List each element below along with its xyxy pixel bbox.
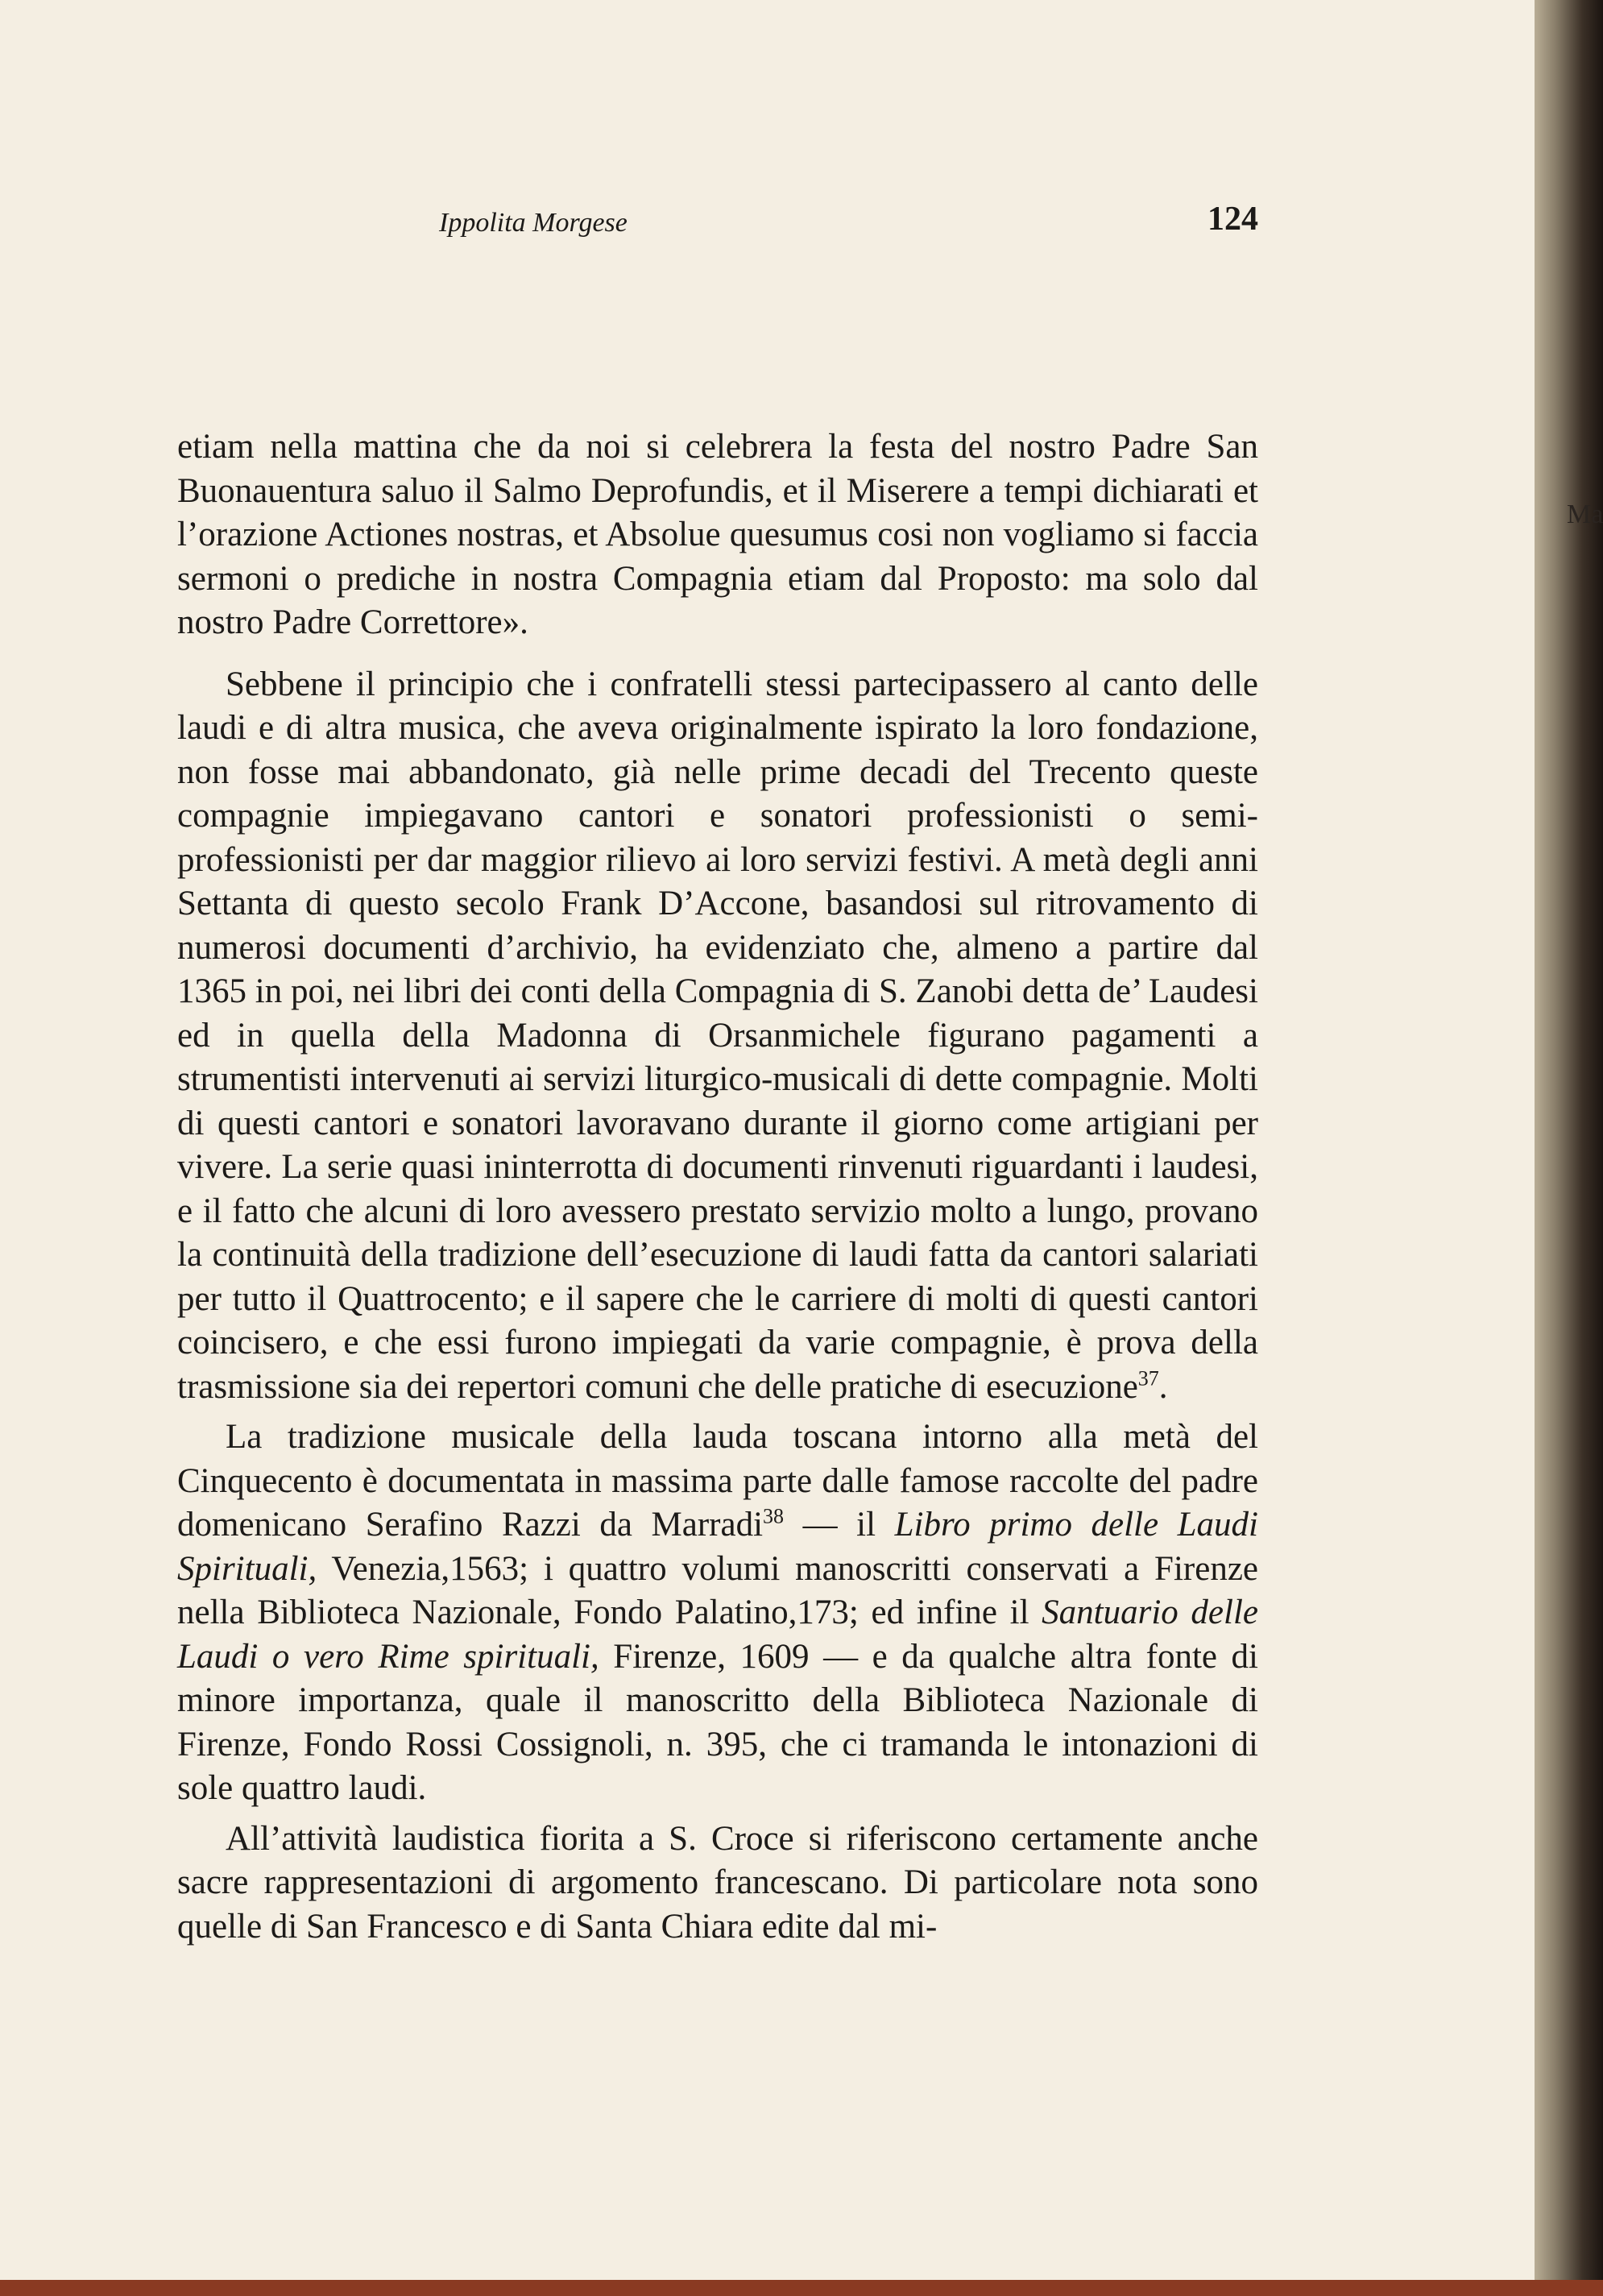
paragraph-text: Venezia,1563; i quattro volumi manoscritti conservati a Firenze nella Biblioteca Nazionale, Fondo Palatino,173; ed infine il [177,1549,1258,1631]
page-number: 124 [1207,201,1258,238]
footnote-ref: 37 [1137,1366,1159,1390]
body-text [177,425,1258,1949]
book-cover-strip [0,2280,1603,2296]
paragraph-text: Firenze, 1609 — e da qualche altra fonte di minore importanza, quale il manoscritto della Biblioteca Nazionale di Firenze, Fondo Rossi Cossignoli, n. 395, che ci tramanda le intonazioni di sole quattro laudi. [177,1637,1258,1807]
page-header [177,200,1258,248]
paragraph-text: Sebbene il principio che i confratelli stessi partecipassero al canto delle laudi e di altra musica, che aveva originalmente ispirato la loro fondazione, non fosse mai abbandonato, già nelle prime decadi del Trecento queste compagnie impiegavano cantori e sonatori professionisti o semi-professionisti per dar maggior rilievo ai loro servizi festivi. A metà degli anni Settanta di questo secolo Frank D’Accone, basandosi sul ritrovamento di numerosi documenti d’archivio, ha evidenziato che, almeno a partire dal 1365 in poi, nei libri dei conti della Compagnia di S. Zanobi detta de’ Laudesi ed in quella della Madonna di Orsanmichele figurano pagamenti a strumentisti intervenuti ai servizi liturgico-musicali di dette compagnie. Molti di questi cantori e sonatori lavoravano durante il giorno come artigiani per vivere. La serie quasi ininterrotta di documenti rinvenuti riguardanti i laudesi, e il fatto che alcuni di loro avessero prestato servizio molto a lungo, provano la continuità della tradizione dell’esecuzione di laudi fatta da cantori salariati per tutto il Quattrocento; e il sapere che le carriere di molti di questi cantori coincisero, e che essi furono impiegati da varie compagnie, è prova della trasmissione sia dei repertori comuni che delle pratiche di esecuzione [177,665,1258,1406]
facing-page-edge [1535,0,1603,2296]
paragraph-text: La tradizione musicale della lauda toscana intorno alla metà del Cinquecento è documentata in massima parte dalle famose raccolte del padre domenicano Serafino Razzi da Marradi [177,1418,1258,1544]
paragraph-attivita [177,1817,1258,1950]
paragraph-quote-end [177,425,1258,645]
book-title: Santuario delle Laudi o vero Rime spirituali, [177,1594,1258,1676]
paragraph-confratelli [177,663,1258,1410]
paragraph-text: All’attività laudistica fiorita a S. Croce si riferiscono certamente anche sacre rappresentazioni di argomento francescano. Di particolare nota sono quelle di San Francesco e di Santa Chiara edite dal mi- [177,1819,1258,1946]
paragraph-text: — il [784,1506,895,1544]
paragraph-tradizione [177,1415,1258,1811]
paragraph-text: . [1158,1367,1168,1406]
footnote-ref: 38 [763,1504,785,1528]
book-title: Libro primo delle Laudi Spirituali, [177,1506,1258,1588]
paragraph-text: etiam nella mattina che da noi si celebrera la festa del nostro Padre San Buonauentura saluo il Salmo Deprofundis, et il Miserere a tempi dichiarati et l’orazione Actiones nostras, et Absolue quesumus cosi non vogliamo si faccia sermoni o prediche in nostra Compagnia etiam dal Proposto: ma solo dal nostro Padre Correttore». [177,428,1258,641]
running-head: Ippolita Morgese [439,208,628,238]
facing-page-text: Ma [1567,499,1603,529]
